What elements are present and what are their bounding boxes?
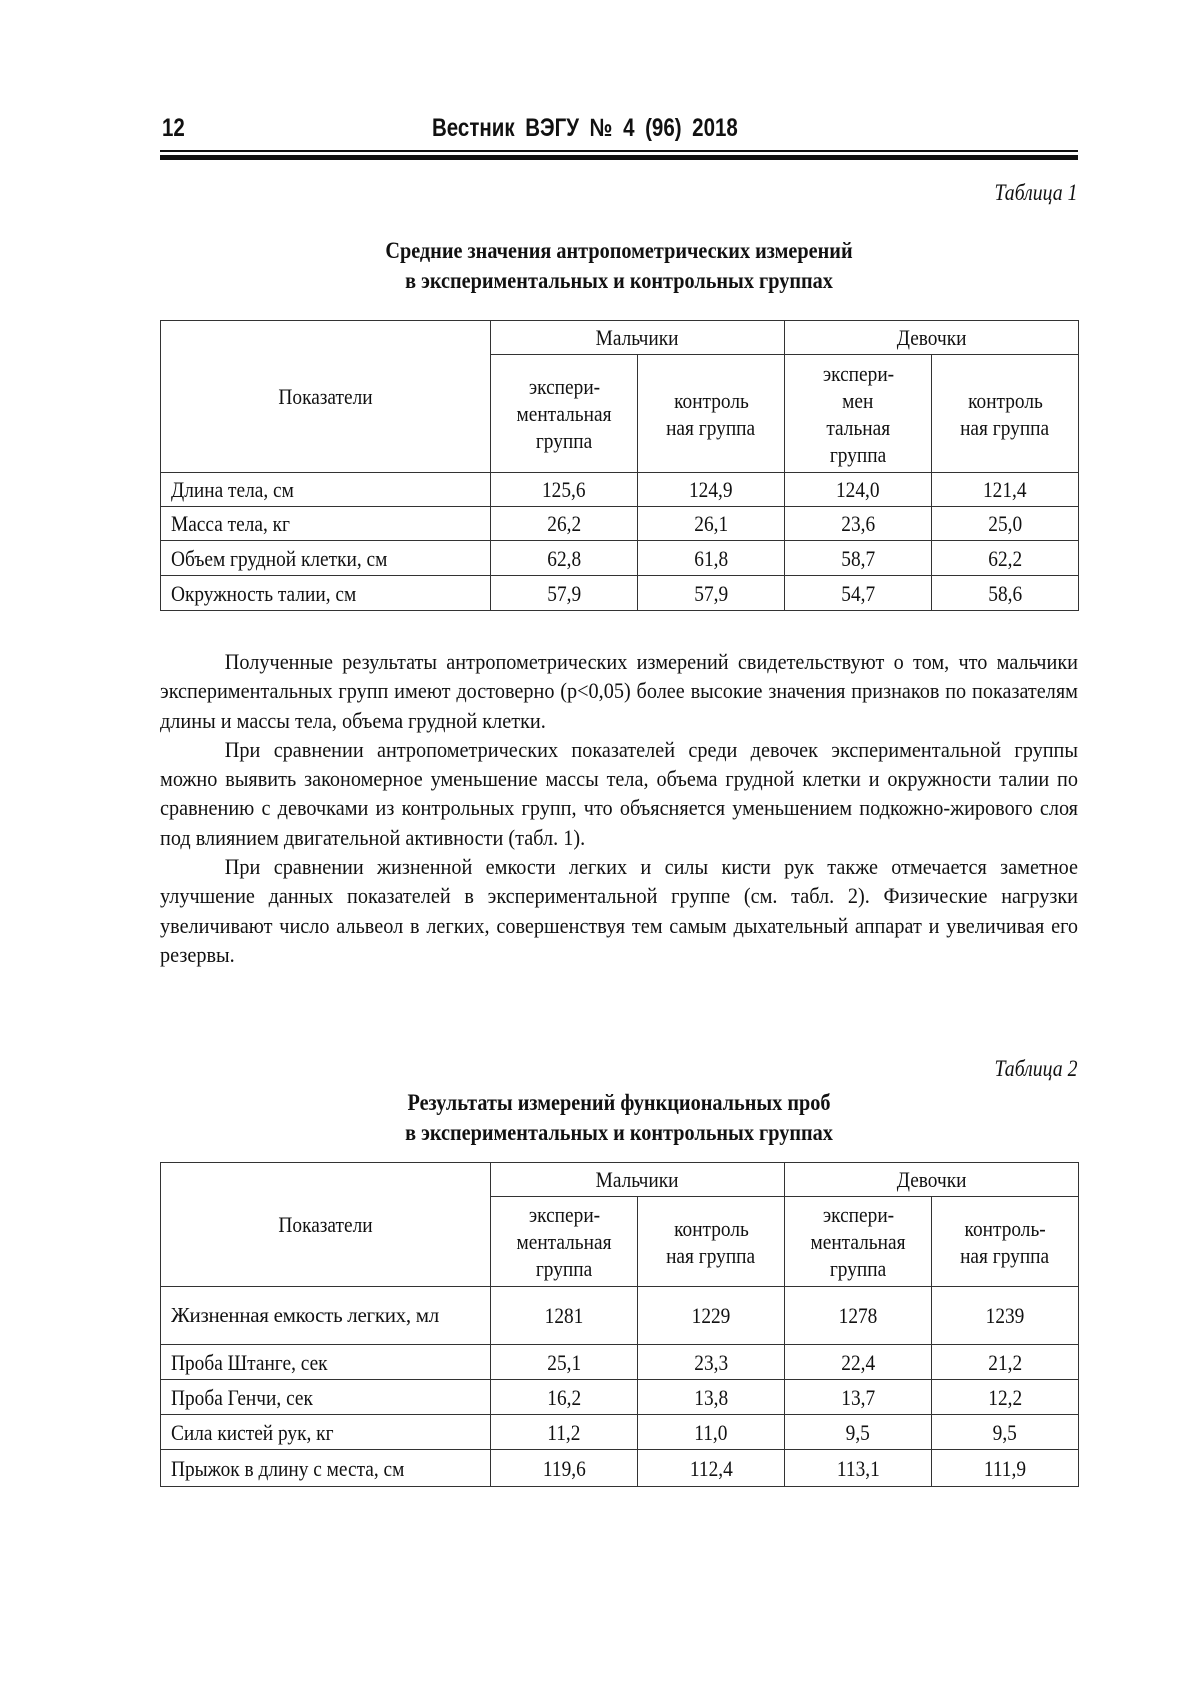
cell-value: 9,5 [932,1415,1079,1450]
table1-header-girls: Девочки [785,321,1079,355]
cell-value: 58,7 [785,541,932,576]
table-row [161,507,1079,541]
row-label: Прыжок в длину с места, см [161,1450,491,1487]
paragraph: Полученные результаты антропометрических измерений свидетельствуют о том, что мальчики экспериментальных групп имеют достоверно (p<0,05) более высокие значения признаков по показателям длины и массы тела, объема грудной клетки. [160,649,1078,733]
cell-value: 13,8 [638,1380,785,1415]
table-row [161,576,1079,611]
cell-value: 57,9 [638,576,785,611]
cell-value: 1278 [785,1287,932,1345]
row-label: Длина тела, см [161,473,491,507]
table1-caption-line2: в экспериментальных и контрольных группах [405,268,833,293]
cell-value: 23,3 [638,1345,785,1380]
table2-header-indicator: Показатели [161,1163,491,1287]
cell-value: 57,9 [491,576,638,611]
cell-value: 121,4 [932,473,1079,507]
journal-title: Вестник ВЭГУ № 4 (96) 2018 [432,114,738,142]
cell-value: 124,0 [785,473,932,507]
paragraph: При сравнении жизненной емкости легких и силы кисти рук также отмечается заметное улучшение данных показателей в экспериментальной группе (см. табл. 2). Физические нагрузки увеличивают число альвеол в легких, совершенствуя тем самым дыхательный аппарат и увеличивая его резервы. [160,854,1078,967]
cell-value: 23,6 [785,507,932,541]
table1-subheader-girls-exp: экспери- мен тальная группа [785,355,932,473]
table1-label: Таблица 1 [994,180,1078,205]
paragraph: При сравнении антропометрических показателей среди девочек экспериментальной группы можно выявить закономерное уменьшение массы тела, объема грудной клетки и окружности талии по сравнению с девочками из контрольных групп, что объясняется уменьшением подкожно-жирового слоя под влиянием двигательной активности (табл. 1). [160,736,1078,850]
row-label: Объем грудной клетки, см [161,541,491,576]
page-number: 12 [162,114,185,142]
row-label: Проба Штанге, сек [161,1345,491,1380]
table-row [161,1415,1079,1450]
table2-subheader-boys-exp: экспери- ментальная группа [491,1197,638,1287]
cell-value: 13,7 [785,1380,932,1415]
cell-value: 25,0 [932,507,1079,541]
cell-value: 9,5 [785,1415,932,1450]
cell-value: 58,6 [932,576,1079,611]
row-label: Масса тела, кг [161,507,491,541]
table2 [160,1162,1079,1487]
cell-value: 125,6 [491,473,638,507]
table2-header-girls: Девочки [785,1163,1079,1197]
cell-value: 1239 [932,1287,1079,1345]
cell-value: 11,2 [491,1415,638,1450]
cell-value: 12,2 [932,1380,1079,1415]
cell-value: 1229 [638,1287,785,1345]
cell-value: 25,1 [491,1345,638,1380]
cell-value: 26,2 [491,507,638,541]
cell-value: 124,9 [638,473,785,507]
table1-header-boys: Мальчики [491,321,785,355]
table2-label: Таблица 2 [994,1056,1078,1081]
cell-value: 22,4 [785,1345,932,1380]
table-row [161,1380,1079,1415]
row-label: Сила кистей рук, кг [161,1415,491,1450]
table1-caption-line1: Средние значения антропометрических измерений [385,238,853,263]
table1-subheader-girls-ctrl: контроль ная группа [932,355,1079,473]
cell-value: 21,2 [932,1345,1079,1380]
table2-subheader-girls-ctrl: контроль- ная группа [932,1197,1079,1287]
header-rule-thin [160,150,1078,152]
row-label: Окружность талии, см [161,576,491,611]
cell-value: 111,9 [932,1450,1079,1487]
table1 [160,320,1079,611]
table1-subheader-boys-exp: экспери- ментальная группа [491,355,638,473]
cell-value: 62,8 [491,541,638,576]
table-row [161,1450,1079,1487]
cell-value: 112,4 [638,1450,785,1487]
row-label: Жизненная емкость легких, мл [161,1287,491,1345]
table2-subheader-boys-ctrl: контроль ная группа [638,1197,785,1287]
cell-value: 61,8 [638,541,785,576]
table2-caption [160,1088,1078,1148]
table1-header-indicator: Показатели [161,321,491,473]
cell-value: 62,2 [932,541,1079,576]
cell-value: 113,1 [785,1450,932,1487]
table-row [161,541,1079,576]
body-text [160,647,1078,969]
row-label: Проба Генчи, сек [161,1380,491,1415]
cell-value: 54,7 [785,576,932,611]
table2-caption-line2: в экспериментальных и контрольных группах [405,1120,833,1145]
cell-value: 119,6 [491,1450,638,1487]
table-row [161,473,1079,507]
header-double-rule [160,150,1078,162]
table1-caption [160,236,1078,296]
cell-value: 1281 [491,1287,638,1345]
running-header [160,114,1078,144]
table-row [161,1287,1079,1345]
table2-caption-line1: Результаты измерений функциональных проб [407,1090,831,1115]
table-row [161,1345,1079,1380]
header-rule-thick [160,155,1078,160]
table2-header-boys: Мальчики [491,1163,785,1197]
table2-subheader-girls-exp: экспери- ментальная группа [785,1197,932,1287]
table1-subheader-boys-ctrl: контроль ная группа [638,355,785,473]
cell-value: 26,1 [638,507,785,541]
cell-value: 11,0 [638,1415,785,1450]
cell-value: 16,2 [491,1380,638,1415]
